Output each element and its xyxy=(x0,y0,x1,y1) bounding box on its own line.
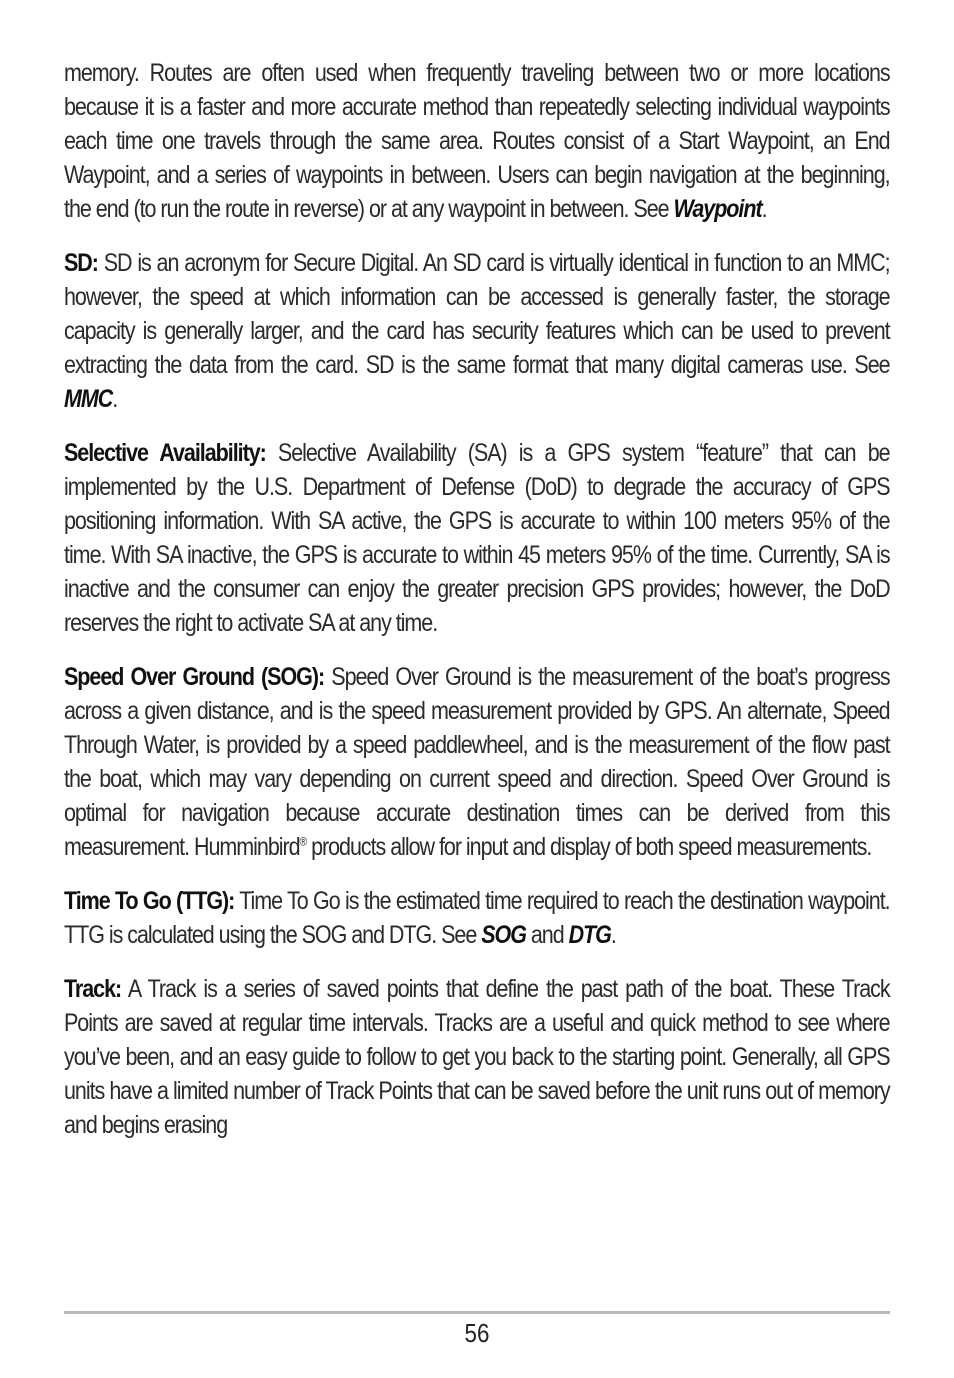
route-paragraph xyxy=(64,56,890,226)
sd-body: SD is an acronym for Secure Digital. An SD card is virtually identical in function to an MMC; however, the speed at which information can be accessed is generally faster, the storage capacity is generally larger, and the card has security features which can be used to prevent extracting the data from the card. SD is the same format that many digital cameras use. See xyxy=(64,249,890,379)
sa-paragraph xyxy=(64,436,890,640)
sog-body-2: products allow for input and display of both speed measurements. xyxy=(306,833,872,861)
sd-end: . xyxy=(112,385,118,413)
sa-term: Selective Availability: xyxy=(64,439,266,467)
registered-mark: ® xyxy=(299,834,307,849)
sd-paragraph xyxy=(64,246,890,416)
track-term: Track: xyxy=(64,975,122,1003)
ttg-body: Time To Go is the estimated time required to reach the destination waypoint. TTG is calculated using the SOG and DTG. See xyxy=(64,887,890,949)
ttg-mid: and xyxy=(525,921,569,949)
sd-term: SD: xyxy=(64,249,98,277)
footer-divider xyxy=(64,1311,890,1314)
route-body: memory. Routes are often used when frequently traveling between two or more locations because it is a faster and more accurate method than repeatedly selecting individual waypoints each time one travels through the same area. Routes consist of a Start Waypoint, an End Waypoint, and a series of waypoints in between. Users can begin navigation at the beginning, the end (to run the route in reverse) or at any waypoint in between. See xyxy=(64,59,890,223)
page-number: 56 xyxy=(464,1318,490,1348)
sa-body: Selective Availability (SA) is a GPS system “feature” that can be implemented by the U.S. Department of Defense (DoD) to degrade the accuracy of GPS positioning information. With SA active, the GPS is accurate to within 100 meters 95% of the time. With SA inactive, the GPS is accurate to within 45 meters 95% of the time. Currently, SA is inactive and the consumer can enjoy the greater precision GPS provides; however, the DoD reserves the right to activate SA at any time. xyxy=(64,439,890,637)
sog-link[interactable]: SOG xyxy=(481,921,526,949)
waypoint-link[interactable]: Waypoint xyxy=(673,195,762,223)
glossary-page xyxy=(64,56,890,1162)
mmc-link[interactable]: MMC xyxy=(64,385,113,413)
track-body: A Track is a series of saved points that define the past path of the boat. These Track Points are saved at regular time intervals. Tracks are a useful and quick method to see where you’ve been, and an easy guide to follow to get you back to the starting point. Generally, all GPS units have a limited number of Track Points that can be saved before the unit runs out of memory and begins erasing xyxy=(64,975,890,1139)
ttg-end: . xyxy=(610,921,616,949)
sog-body: Speed Over Ground is the measurement of the boat’s progress across a given distance, and is the speed measurement provided by GPS. An alternate, Speed Through Water, is provided by a speed paddlewheel, and is the measurement of the flow past the boat, which may vary depending on current speed and direction. Speed Over Ground is optimal for navigation because accurate destination times can be derived from this measurement. Humminbird xyxy=(64,663,890,861)
ttg-paragraph xyxy=(64,884,890,952)
ttg-term: Time To Go (TTG): xyxy=(64,887,235,915)
sog-term: Speed Over Ground (SOG): xyxy=(64,663,325,691)
route-end: . xyxy=(761,195,767,223)
sog-paragraph xyxy=(64,660,890,864)
dtg-link[interactable]: DTG xyxy=(568,921,611,949)
track-paragraph xyxy=(64,972,890,1142)
